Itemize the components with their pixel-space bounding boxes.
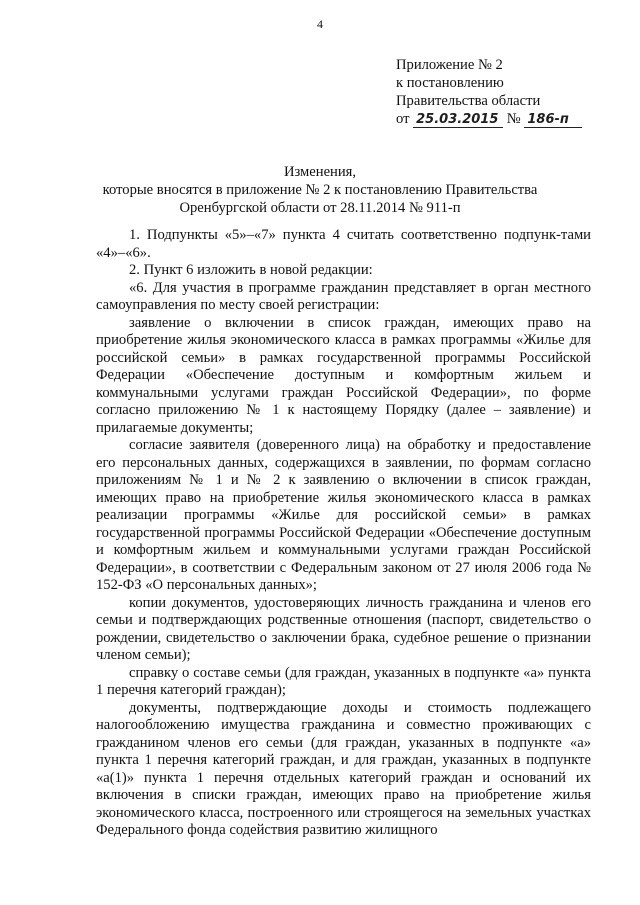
appendix-line-2: к постановлению bbox=[396, 75, 504, 91]
paragraph-5: согласие заявителя (доверенного лица) на обработку и предоставление его персональных данных, содержащихся в заявлении, по формам согласно приложениям № 1 и № 2 к заявлению о включении в список граждан, имеющих право на приобретение жилья экономического класса в рамках реализации программы «Жилье для российской семьи» в рамках государственной программы Российской Федерации «Обеспечение доступным и комфортным жильем и коммунальными услугами граждан Российской Федерации», в соответствии с Федеральным законом от 27 июля 2006 года № 152-ФЗ «О персональных данных»; bbox=[96, 437, 591, 593]
date-field bbox=[413, 112, 503, 128]
number-field bbox=[524, 112, 582, 128]
page-number: 4 bbox=[317, 17, 323, 31]
handwritten-date: 25.03.2015 bbox=[416, 112, 499, 127]
number-prefix: № bbox=[506, 111, 521, 127]
appendix-line-3: Правительства области bbox=[396, 93, 541, 109]
paragraph-4: заявление о включении в список граждан, имеющих право на приобретение жилья экономического класса в рамках программы «Жилье для российской семьи» в рамках государственной программы Российской Федерации «Обеспечение доступным и комфортным жильем и коммунальными услугами граждан Российской Федерации», по форме согласно приложению № 1 к настоящему Порядку (далее – заявление) и прилагаемые документы; bbox=[96, 314, 591, 436]
paragraph-7: справку о составе семьи (для граждан, указанных в подпункте «а» пункта 1 перечня категорий граждан); bbox=[96, 664, 591, 698]
appendix-date-line bbox=[396, 110, 626, 128]
appendix-block bbox=[396, 56, 626, 128]
handwritten-number: 186-п bbox=[527, 112, 569, 127]
title-line-3: Оренбургской области от 28.11.2014 № 911-п bbox=[179, 200, 461, 216]
paragraph-3: «6. Для участия в программе гражданин представляет в орган местного самоуправления по месту своей регистрации: bbox=[96, 279, 591, 313]
title-line-1: Изменения, bbox=[283, 164, 357, 180]
appendix-line-1: Приложение № 2 bbox=[396, 57, 503, 73]
paragraph-6: копии документов, удостоверяющих личность гражданина и членов его семьи и подтверждающих родственные отношения (паспорт, свидетельство о рождении, свидетельство о заключении брака, судебное решение о признании членом семьи); bbox=[96, 594, 591, 663]
document-title bbox=[0, 163, 640, 217]
title-line-2: которые вносятся в приложение № 2 к постановлению Правительства bbox=[102, 182, 538, 198]
paragraph-2: 2. Пункт 6 изложить в новой редакции: bbox=[129, 262, 373, 278]
date-prefix: от bbox=[396, 111, 410, 127]
paragraph-1: 1. Подпункты «5»–«7» пункта 4 считать соответственно подпунк-тами «4»–«6». bbox=[96, 227, 591, 261]
paragraph-8: документы, подтверждающие доходы и стоимость подлежащего налогообложению имущества гражданина и совместно проживающих с гражданином членов его семьи (для граждан, указанных в подпункте «а» пункта 1 перечня категорий граждан, и для граждан, указанных в подпункте «а(1)» пункта 1 перечня отдельных категорий граждан и оснований их включения в списки граждан, имеющих право на приобретение жилья экономического класса, построенного или строящегося на земельных участках Федерального фонда содействия развитию жилищного bbox=[96, 699, 591, 838]
document-body bbox=[96, 227, 591, 840]
